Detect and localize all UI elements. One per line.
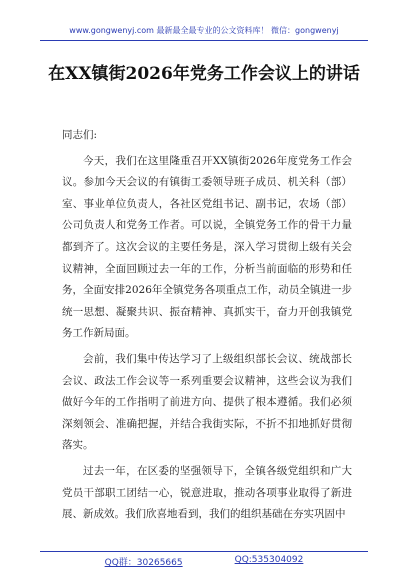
paragraph-2: 会前，我们集中传达学习了上级组织部长会议、统战部长会议、政法工作会议等一系列重要会议精神，这些会议为我们做好今年的工作指明了前进方向、提供了根本遵循。我们必须深刻领会、准确把握，并结合我街实际，不折不扣地抓好贯彻落实。 [62,352,352,452]
header-divider [40,40,368,41]
qq-group-link[interactable]: QQ群：30265665 [104,558,183,568]
qq-contact-link[interactable]: QQ:535304092 [234,555,304,565]
document-title: 在XX镇街2026年党务工作会议上的讲话 [48,64,360,84]
paragraph-3: 过去一年，在区委的坚强领导下，全镇各级党组织和广大党员干部职工团结一心，锐意进取，推动各项事业取得了新进展、新成效。我们欣喜地看到，我们的组织基础在夯实巩固中 [62,464,352,521]
footer-divider [40,551,368,552]
site-footer [0,555,408,568]
greeting: 同志们: [62,129,98,141]
document-body [62,125,352,530]
paragraph-1: 今天，我们在这里隆重召开XX镇街2026年度党务工作会议。参加今天会议的有镇街工委领导班子成员、机关科（部）室、事业单位负责人，各社区党组书记、副书记，农场（部）公司负责人和党务工作者。可以说，全镇党务工作的骨干力量都到齐了。这次会议的主要任务是，深入学习贯彻上级有关会议精神，全面回顾过去一年的工作，分析当前面临的形势和任务，全面安排2026年全镇党务各项重点工作，动员全镇进一步统一思想、凝聚共识、振奋精神、真抓实干，奋力开创我镇党务工作新局面。 [62,154,352,340]
site-header: www.gongwenyj.com 最新最全最专业的公文资料库！ 微信：gongwenyj [69,26,339,35]
